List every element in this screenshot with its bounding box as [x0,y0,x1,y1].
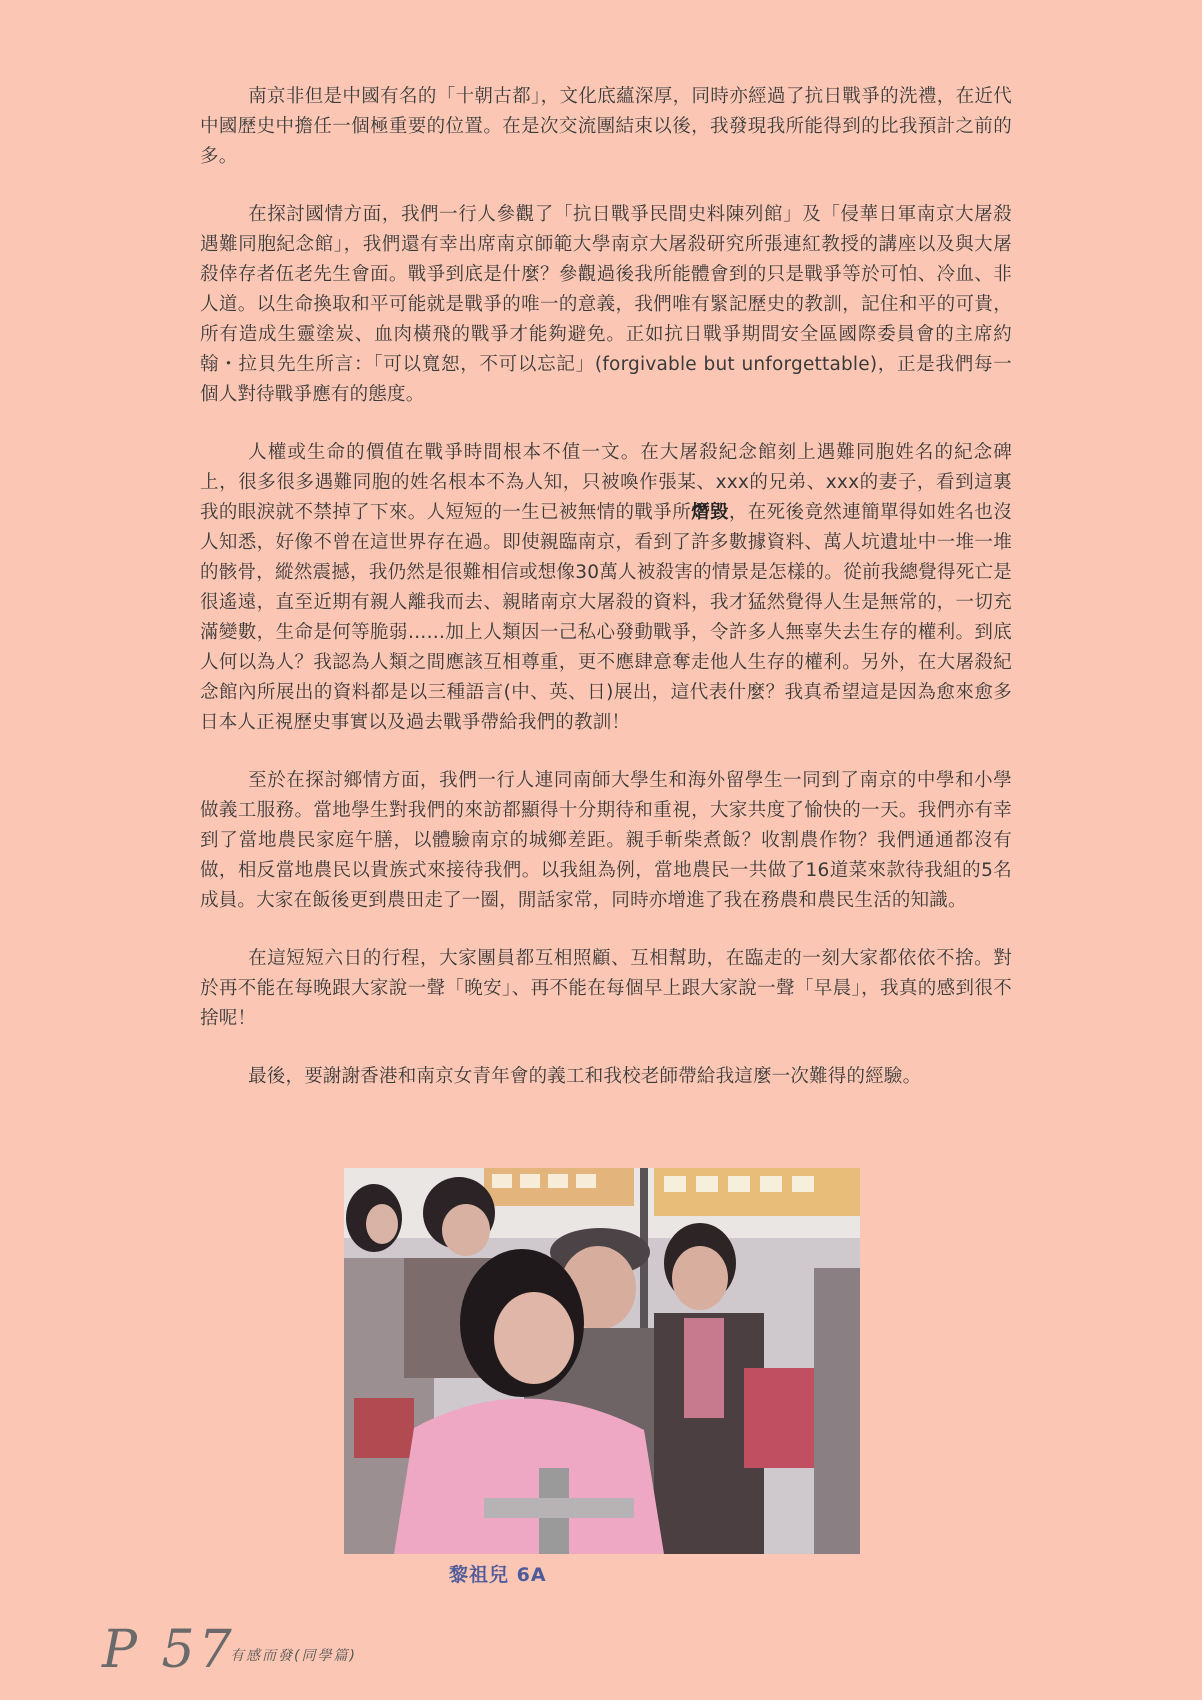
paragraph-3-part-2: ，在死後竟然連簡單得如姓名也沒人知悉，好像不曾在這世界存在過。即使親臨南京，看到了許多數據資料、萬人坑遺址中一堆一堆的骸骨，縱然震撼，我仍然是很難相信或想像30萬人被殺害的情景是怎樣的。從前我總覺得死亡是很遙遠，直至近期有親人離我而去、親睹南京大屠殺的資料，我才猛然覺得人生是無常的，一切充滿變數，生命是何等脆弱……加上人類因一己私心發動戰爭，令許多人無辜失去生存的權利。到底人何以為人？我認為人類之間應該互相尊重，更不應肆意奪走他人生存的權利。另外，在大屠殺紀念館內所展出的資料都是以三種語言(中、英、日)展出，這代表什麼？我真希望這是因為愈來愈多日本人正視歷史事實以及過去戰爭帶給我們的教訓！ [200,502,1012,733]
paragraph-3-emphasis: 熸毀 [691,502,729,523]
article-body [200,82,1012,1092]
paragraph-3-part-1: 人權或生命的價值在戰爭時間根本不值一文。在大屠殺紀念館刻上遇難同胞姓名的紀念碑上，很多很多遇難同胞的姓名根本不為人知，只被喚作張某、xxx的兄弟、xxx的妻子，看到這裏我的眼淚就不禁掉了下來。人短短的一生已被無情的戰爭所 [200,442,1012,523]
paragraph-2: 在探討國情方面，我們一行人參觀了「抗日戰爭民間史料陳列館」及「侵華日軍南京大屠殺遇難同胞紀念館」，我們還有幸出席南京師範大學南京大屠殺研究所張連紅教授的講座以及與大屠殺倖存者伍老先生會面。戰爭到底是什麼？參觀過後我所能體會到的只是戰爭等於可怕、冷血、非人道。以生命換取和平可能就是戰爭的唯一的意義，我們唯有緊記歷史的教訓，記住和平的可貴，所有造成生靈塗炭、血肉橫飛的戰爭才能夠避免。正如抗日戰爭期間安全區國際委員會的主席約翰・拉貝先生所言：「可以寬恕，不可以忘記」(forgivable but unforgettable)，正是我們每一個人對待戰爭應有的態度。 [200,204,1012,405]
paragraph-5: 在這短短六日的行程，大家團員都互相照顧、互相幫助，在臨走的一刻大家都依依不捨。對於再不能在每晚跟大家說一聲「晚安」、再不能在每個早上跟大家說一聲「早晨」，我真的感到很不捨呢！ [200,948,1012,1029]
photo-caption: 黎祖兒 6A [449,1564,547,1586]
paragraph-6: 最後，要謝謝香港和南京女青年會的義工和我校老師帶給我這麼一次難得的經驗。 [248,1066,922,1087]
paragraph-4: 至於在探討鄉情方面，我們一行人連同南師大學生和海外留學生一同到了南京的中學和小學做義工服務。當地學生對我們的來訪都顯得十分期待和重視，大家共度了愉快的一天。我們亦有幸到了當地農民家庭午膳，以體驗南京的城鄉差距。親手斬柴煮飯？收割農作物？我們通通都沒有做，相反當地農民以貴族式來接待我們。以我組為例，當地農民一共做了16道菜來款待我組的5名成員。大家在飯後更到農田走了一圈，閒話家常，同時亦增進了我在務農和農民生活的知識。 [200,770,1012,911]
paragraph-1: 南京非但是中國有名的「十朝古都」，文化底蘊深厚，同時亦經過了抗日戰爭的洗禮，在近代中國歷史中擔任一個極重要的位置。在是次交流團結束以後，我發現我所能得到的比我預計之前的多。 [200,86,1012,167]
paragraph-3 [200,438,1012,738]
page-number: P 57 [102,1620,236,1680]
footer-title: 有感而發(同學篇) [230,1648,357,1664]
group-photo [344,1168,860,1554]
